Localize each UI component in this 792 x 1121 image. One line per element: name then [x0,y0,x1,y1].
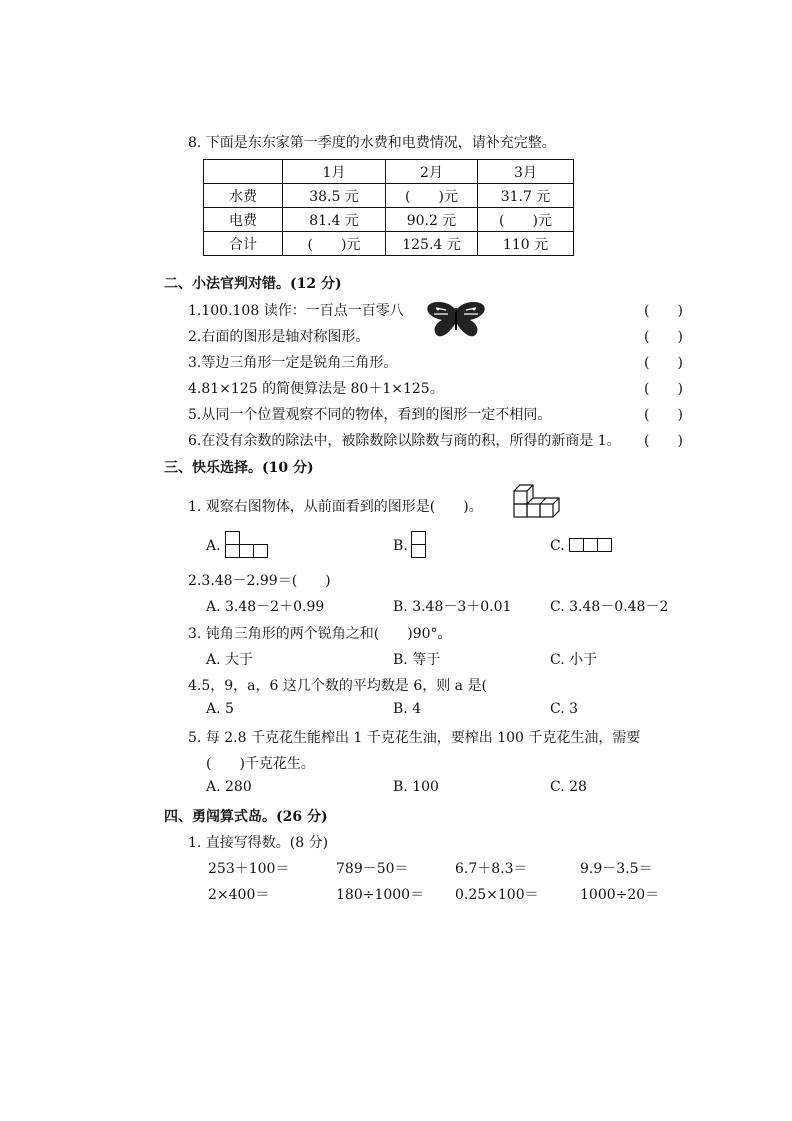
table-row [204,160,574,184]
table-cell: 38.5 元 [283,184,386,208]
q1-option-c-label[interactable]: C. [550,538,565,554]
q8-prompt: 8. 下面是东东家第一季度的水费和电费情况，请补充完整。 [188,135,556,151]
choice-q5: 5. 每 2.8 千克花生能榨出 1 千克花生油，要榨出 100 千克花生油，需要 [188,730,641,746]
table-cell[interactable]: ( )元 [478,208,574,232]
q2-option-b[interactable]: B. 3.48－3＋0.01 [393,599,512,615]
q1-option-b-label[interactable]: B. [393,538,408,554]
table-cell: 31.7 元 [478,184,574,208]
table-row [204,208,574,232]
calc-item: 9.9－3.5＝ [580,861,653,877]
judge-item-3: 3.等边三角形一定是锐角三角形。 [188,355,398,371]
calc-item: 2×400＝ [208,887,270,903]
table-row [204,184,574,208]
q1-option-a-label[interactable]: A. [206,538,221,554]
q5-option-c[interactable]: C. 28 [550,779,587,795]
judge-item-6: 6.在没有余数的除法中，被除数除以除数与商的积，所得的新商是 1。 [188,433,621,449]
judge-item-5: 5.从同一个位置观察不同的物体，看到的图形一定不相同。 [188,407,552,423]
section2-title: 二、小法官判对错。(12 分) [164,276,342,292]
answer-paren[interactable]: ( ) [644,329,683,345]
choice-q5-line2: ( )千克花生。 [206,756,315,772]
calc-item: 0.25×100＝ [455,887,539,903]
table-cell: 90.2 元 [386,208,478,232]
table-cell: 110 元 [478,232,574,256]
answer-paren[interactable]: ( ) [644,433,683,449]
q3-option-b[interactable]: B. 等于 [393,652,441,668]
choice-q4: 4.5，9，a，6 这几个数的平均数是 6，则 a 是( [188,678,487,694]
judge-item-4: 4.81×125 的简便算法是 80＋1×125。 [188,381,444,397]
judge-item-1: 1.100.108 读作：一百点一百零八 [188,303,404,319]
answer-paren[interactable]: ( ) [644,407,683,423]
table-cell: 81.4 元 [283,208,386,232]
section4-sub1: 1. 直接写得数。(8 分) [188,835,329,851]
q5-option-a[interactable]: A. 280 [206,779,252,795]
calc-item: 180÷1000＝ [336,887,425,903]
butterfly-image [426,300,486,340]
table-cell: 2月 [386,160,478,184]
table-cell[interactable]: ( )元 [386,184,478,208]
q4-option-c[interactable]: C. 3 [550,701,579,717]
calc-item: 789－50＝ [336,861,409,877]
calc-item: 1000÷20＝ [580,887,660,903]
table-cell: 125.4 元 [386,232,478,256]
answer-paren[interactable]: ( ) [644,355,683,371]
cubes-figure [510,484,560,524]
choice-q2: 2.3.48－2.99＝( ) [188,573,331,589]
answer-paren[interactable]: ( ) [644,303,683,319]
table-cell: 电费 [204,208,283,232]
table-cell: 水费 [204,184,283,208]
choice-q1: 1. 观察右图物体，从前面看到的图形是( )。 [188,499,483,515]
fee-table [203,159,574,256]
section4-title: 四、勇闯算式岛。(26 分) [164,809,328,825]
q3-option-c[interactable]: C. 小于 [550,652,598,668]
q3-option-a[interactable]: A. 大于 [206,652,254,668]
table-cell: 1月 [283,160,386,184]
q2-option-a[interactable]: A. 3.48－2＋0.99 [206,599,325,615]
calc-item: 253＋100＝ [208,861,290,877]
calc-item: 6.7＋8.3＝ [455,861,528,877]
q4-option-b[interactable]: B. 4 [393,701,422,717]
judge-item-2: 2.右面的图形是轴对称图形。 [188,329,370,345]
table-cell: 合计 [204,232,283,256]
table-cell: 3月 [478,160,574,184]
q4-option-a[interactable]: A. 5 [206,701,234,717]
q5-option-b[interactable]: B. 100 [393,779,439,795]
table-cell[interactable]: ( )元 [283,232,386,256]
answer-paren[interactable]: ( ) [644,381,683,397]
choice-q3: 3. 钝角三角形的两个锐角之和( )90°。 [188,626,452,642]
table-cell [204,160,283,184]
q2-option-c[interactable]: C. 3.48－0.48－2 [550,599,669,615]
table-row [204,232,574,256]
section3-title: 三、快乐选择。(10 分) [164,460,314,476]
